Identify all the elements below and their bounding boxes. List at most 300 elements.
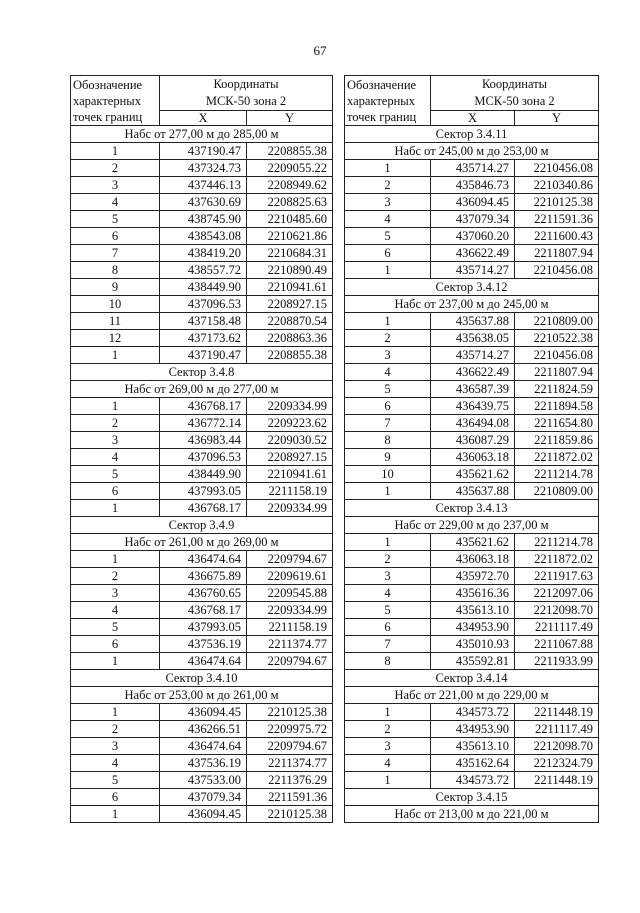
x-coordinate: 438449.90 [160, 279, 247, 296]
y-coordinate: 2211859.86 [515, 432, 599, 449]
section-title: Набс от 213,00 м до 221,00 м [345, 806, 599, 823]
y-coordinate: 2212098.70 [515, 738, 599, 755]
x-coordinate: 434953.90 [431, 721, 515, 738]
x-coordinate: 438745.90 [160, 211, 247, 228]
x-coordinate: 436474.64 [160, 738, 247, 755]
table-row [345, 721, 599, 738]
y-coordinate: 2210621.86 [247, 228, 333, 245]
y-coordinate: 2211917.63 [515, 568, 599, 585]
point-number: 6 [345, 619, 431, 636]
table-row [345, 772, 599, 789]
table-row [71, 585, 333, 602]
point-number: 8 [71, 262, 160, 279]
y-coordinate: 2211807.94 [515, 364, 599, 381]
point-number: 7 [345, 636, 431, 653]
table-row [71, 704, 333, 721]
y-coordinate: 2209794.67 [247, 551, 333, 568]
point-number: 4 [345, 585, 431, 602]
point-number: 3 [71, 432, 160, 449]
table-row [71, 245, 333, 262]
point-number: 2 [345, 721, 431, 738]
x-coordinate: 436094.45 [431, 194, 515, 211]
x-coordinate: 435637.88 [431, 483, 515, 500]
point-number: 3 [345, 568, 431, 585]
y-coordinate: 2211591.36 [515, 211, 599, 228]
point-number: 11 [71, 313, 160, 330]
section-title-row [71, 517, 333, 534]
table-row [345, 449, 599, 466]
section-title-row [345, 687, 599, 704]
x-coordinate: 436768.17 [160, 398, 247, 415]
table-row [71, 636, 333, 653]
x-coordinate: 437630.69 [160, 194, 247, 211]
table-row [71, 194, 333, 211]
table-row [345, 330, 599, 347]
x-coordinate: 436768.17 [160, 602, 247, 619]
x-coordinate: 436063.18 [431, 449, 515, 466]
x-coordinate: 435972.70 [431, 568, 515, 585]
y-coordinate: 2208927.15 [247, 296, 333, 313]
y-coordinate: 2209055.22 [247, 160, 333, 177]
table-row [345, 211, 599, 228]
y-coordinate: 2209619.61 [247, 568, 333, 585]
y-coordinate: 2208855.38 [247, 143, 333, 160]
point-number: 10 [345, 466, 431, 483]
table-row [345, 194, 599, 211]
table-row [345, 415, 599, 432]
table-row [345, 347, 599, 364]
point-number: 3 [71, 738, 160, 755]
table-row [71, 789, 333, 806]
point-number: 1 [345, 704, 431, 721]
point-number: 5 [345, 228, 431, 245]
x-coordinate: 435714.27 [431, 160, 515, 177]
y-coordinate: 2211376.29 [247, 772, 333, 789]
table-row [345, 585, 599, 602]
point-number: 4 [71, 449, 160, 466]
section-title: Набс от 237,00 м до 245,00 м [345, 296, 599, 313]
point-number: 1 [345, 313, 431, 330]
x-coordinate: 435638.05 [431, 330, 515, 347]
x-coordinate: 437190.47 [160, 347, 247, 364]
point-number: 4 [345, 364, 431, 381]
x-coordinate: 436474.64 [160, 653, 247, 670]
x-coordinate: 435613.10 [431, 738, 515, 755]
section-title-row [345, 517, 599, 534]
y-coordinate: 2210941.61 [247, 279, 333, 296]
point-number: 1 [71, 143, 160, 160]
y-coordinate: 2210456.08 [515, 160, 599, 177]
point-number: 3 [345, 347, 431, 364]
x-coordinate: 438419.20 [160, 245, 247, 262]
x-coordinate: 434573.72 [431, 704, 515, 721]
table-row [71, 721, 333, 738]
y-coordinate: 2211158.19 [247, 483, 333, 500]
y-coordinate: 2208863.36 [247, 330, 333, 347]
table-row [71, 755, 333, 772]
table-row [345, 466, 599, 483]
y-coordinate: 2210456.08 [515, 262, 599, 279]
y-coordinate: 2211067.88 [515, 636, 599, 653]
point-number: 8 [345, 432, 431, 449]
point-number: 7 [345, 415, 431, 432]
table-row [71, 738, 333, 755]
point-number: 9 [345, 449, 431, 466]
section-title-row [345, 500, 599, 517]
y-coordinate: 2212324.79 [515, 755, 599, 772]
x-coordinate: 437446.13 [160, 177, 247, 194]
x-coordinate: 436094.45 [160, 704, 247, 721]
point-number: 4 [71, 755, 160, 772]
point-number: 3 [345, 194, 431, 211]
point-number: 2 [71, 415, 160, 432]
section-title-row [71, 126, 333, 143]
y-coordinate: 2209334.99 [247, 398, 333, 415]
x-coordinate: 436087.29 [431, 432, 515, 449]
point-number: 5 [71, 772, 160, 789]
y-coordinate: 2208855.38 [247, 347, 333, 364]
point-number: 6 [345, 245, 431, 262]
table-right-header [345, 76, 599, 126]
section-title-row [345, 296, 599, 313]
point-number: 1 [345, 262, 431, 279]
section-title-row [71, 670, 333, 687]
y-coordinate: 2210684.31 [247, 245, 333, 262]
x-coordinate: 437079.34 [160, 789, 247, 806]
section-title: Набс от 221,00 м до 229,00 м [345, 687, 599, 704]
x-coordinate: 435714.27 [431, 262, 515, 279]
header-x: X [431, 111, 515, 126]
section-title-row [345, 789, 599, 806]
y-coordinate: 2211654.80 [515, 415, 599, 432]
section-title: Сектор 3.4.13 [345, 500, 599, 517]
y-coordinate: 2211824.59 [515, 381, 599, 398]
x-coordinate: 438449.90 [160, 466, 247, 483]
table-row [71, 313, 333, 330]
section-title-row [345, 279, 599, 296]
point-number: 6 [345, 398, 431, 415]
x-coordinate: 435010.93 [431, 636, 515, 653]
section-title: Сектор 3.4.9 [71, 517, 333, 534]
table-row [71, 347, 333, 364]
table-row [345, 262, 599, 279]
table-row [71, 330, 333, 347]
y-coordinate: 2211591.36 [247, 789, 333, 806]
header-points-designation: Обозначение характерных точек границ [71, 76, 160, 126]
table-row [345, 636, 599, 653]
header-y: Y [515, 111, 599, 126]
section-title: Сектор 3.4.15 [345, 789, 599, 806]
table-row [345, 381, 599, 398]
y-coordinate: 2211872.02 [515, 551, 599, 568]
y-coordinate: 2210125.38 [515, 194, 599, 211]
y-coordinate: 2209030.52 [247, 432, 333, 449]
y-coordinate: 2211600.43 [515, 228, 599, 245]
x-coordinate: 435637.88 [431, 313, 515, 330]
point-number: 5 [71, 466, 160, 483]
point-number: 6 [71, 636, 160, 653]
section-title-row [71, 534, 333, 551]
x-coordinate: 436772.14 [160, 415, 247, 432]
x-coordinate: 435621.62 [431, 534, 515, 551]
x-coordinate: 434573.72 [431, 772, 515, 789]
point-number: 1 [345, 772, 431, 789]
table-row [71, 551, 333, 568]
point-number: 4 [345, 755, 431, 772]
x-coordinate: 436266.51 [160, 721, 247, 738]
y-coordinate: 2211214.78 [515, 534, 599, 551]
table-row [345, 755, 599, 772]
x-coordinate: 435846.73 [431, 177, 515, 194]
y-coordinate: 2211117.49 [515, 721, 599, 738]
y-coordinate: 2211872.02 [515, 449, 599, 466]
x-coordinate: 436622.49 [431, 364, 515, 381]
point-number: 10 [71, 296, 160, 313]
x-coordinate: 436439.75 [431, 398, 515, 415]
table-row [345, 313, 599, 330]
table-row [345, 483, 599, 500]
table-row [71, 449, 333, 466]
x-coordinate: 437324.73 [160, 160, 247, 177]
y-coordinate: 2209545.88 [247, 585, 333, 602]
table-row [71, 262, 333, 279]
table-row [71, 228, 333, 245]
y-coordinate: 2211448.19 [515, 772, 599, 789]
table-row [71, 211, 333, 228]
y-coordinate: 2211933.99 [515, 653, 599, 670]
y-coordinate: 2211894.58 [515, 398, 599, 415]
table-row [71, 279, 333, 296]
x-coordinate: 436622.49 [431, 245, 515, 262]
x-coordinate: 438543.08 [160, 228, 247, 245]
x-coordinate: 436474.64 [160, 551, 247, 568]
table-row [345, 160, 599, 177]
x-coordinate: 436063.18 [431, 551, 515, 568]
y-coordinate: 2209975.72 [247, 721, 333, 738]
point-number: 2 [345, 330, 431, 347]
section-title: Набс от 245,00 м до 253,00 м [345, 143, 599, 160]
section-title-row [345, 126, 599, 143]
x-coordinate: 436760.65 [160, 585, 247, 602]
y-coordinate: 2210941.61 [247, 466, 333, 483]
point-number: 4 [345, 211, 431, 228]
table-row [345, 551, 599, 568]
header-coordinates: Координаты МСК-50 зона 2 [431, 76, 599, 111]
y-coordinate: 2212098.70 [515, 602, 599, 619]
section-title-row [345, 143, 599, 160]
table-row [345, 432, 599, 449]
point-number: 1 [71, 806, 160, 823]
y-coordinate: 2210890.49 [247, 262, 333, 279]
x-coordinate: 436983.44 [160, 432, 247, 449]
section-title-row [71, 381, 333, 398]
table-row [71, 143, 333, 160]
y-coordinate: 2209794.67 [247, 653, 333, 670]
point-number: 1 [71, 704, 160, 721]
coordinates-table-right [344, 75, 599, 823]
y-coordinate: 2211158.19 [247, 619, 333, 636]
x-coordinate: 437533.00 [160, 772, 247, 789]
x-coordinate: 435616.36 [431, 585, 515, 602]
point-number: 4 [71, 194, 160, 211]
x-coordinate: 437158.48 [160, 313, 247, 330]
y-coordinate: 2209794.67 [247, 738, 333, 755]
section-title: Сектор 3.4.11 [345, 126, 599, 143]
point-number: 6 [71, 228, 160, 245]
header-points-designation: Обозначение характерных точек границ [345, 76, 431, 126]
x-coordinate: 436768.17 [160, 500, 247, 517]
point-number: 5 [345, 602, 431, 619]
section-title-row [71, 687, 333, 704]
table-row [345, 228, 599, 245]
table-row [71, 772, 333, 789]
table-row [71, 466, 333, 483]
table-row [71, 177, 333, 194]
y-coordinate: 2211214.78 [515, 466, 599, 483]
table-row [71, 296, 333, 313]
point-number: 1 [71, 500, 160, 517]
y-coordinate: 2208949.62 [247, 177, 333, 194]
section-title: Набс от 253,00 м до 261,00 м [71, 687, 333, 704]
y-coordinate: 2210809.00 [515, 483, 599, 500]
section-title: Набс от 277,00 м до 285,00 м [71, 126, 333, 143]
y-coordinate: 2209223.62 [247, 415, 333, 432]
table-row [71, 500, 333, 517]
point-number: 2 [345, 177, 431, 194]
table-row [345, 738, 599, 755]
coordinates-table-left [70, 75, 333, 823]
section-title: Сектор 3.4.10 [71, 670, 333, 687]
y-coordinate: 2210125.38 [247, 704, 333, 721]
x-coordinate: 436494.08 [431, 415, 515, 432]
page-number: 67 [313, 43, 327, 58]
x-coordinate: 437993.05 [160, 483, 247, 500]
point-number: 5 [71, 619, 160, 636]
point-number: 6 [71, 483, 160, 500]
x-coordinate: 434953.90 [431, 619, 515, 636]
point-number: 5 [345, 381, 431, 398]
table-right-body [345, 126, 599, 823]
section-title: Набс от 269,00 м до 277,00 м [71, 381, 333, 398]
x-coordinate: 435162.64 [431, 755, 515, 772]
table-row [71, 619, 333, 636]
point-number: 1 [71, 398, 160, 415]
table-row [71, 415, 333, 432]
x-coordinate: 435613.10 [431, 602, 515, 619]
point-number: 1 [71, 347, 160, 364]
table-row [345, 619, 599, 636]
point-number: 2 [71, 568, 160, 585]
point-number: 12 [71, 330, 160, 347]
x-coordinate: 437536.19 [160, 636, 247, 653]
section-title-row [345, 806, 599, 823]
point-number: 1 [71, 551, 160, 568]
x-coordinate: 437096.53 [160, 449, 247, 466]
x-coordinate: 437173.62 [160, 330, 247, 347]
y-coordinate: 2210456.08 [515, 347, 599, 364]
section-title: Набс от 229,00 м до 237,00 м [345, 517, 599, 534]
y-coordinate: 2211807.94 [515, 245, 599, 262]
point-number: 4 [71, 602, 160, 619]
y-coordinate: 2211448.19 [515, 704, 599, 721]
table-row [345, 602, 599, 619]
table-row [345, 568, 599, 585]
y-coordinate: 2210522.38 [515, 330, 599, 347]
point-number: 2 [71, 721, 160, 738]
section-title-row [71, 364, 333, 381]
header-y: Y [247, 111, 333, 126]
table-row [71, 602, 333, 619]
table-row [71, 160, 333, 177]
table-row [345, 653, 599, 670]
table-row [71, 432, 333, 449]
y-coordinate: 2210485.60 [247, 211, 333, 228]
point-number: 6 [71, 789, 160, 806]
x-coordinate: 436587.39 [431, 381, 515, 398]
point-number: 5 [71, 211, 160, 228]
table-row [345, 245, 599, 262]
y-coordinate: 2212097.06 [515, 585, 599, 602]
section-title-row [345, 670, 599, 687]
point-number: 1 [71, 653, 160, 670]
point-number: 9 [71, 279, 160, 296]
table-row [345, 704, 599, 721]
header-coordinates: Координаты МСК-50 зона 2 [160, 76, 333, 111]
y-coordinate: 2208870.54 [247, 313, 333, 330]
section-title: Сектор 3.4.8 [71, 364, 333, 381]
table-row [71, 806, 333, 823]
point-number: 3 [71, 585, 160, 602]
table-row [71, 398, 333, 415]
y-coordinate: 2210125.38 [247, 806, 333, 823]
table-row [345, 398, 599, 415]
table-row [71, 568, 333, 585]
x-coordinate: 437993.05 [160, 619, 247, 636]
point-number: 2 [71, 160, 160, 177]
point-number: 1 [345, 483, 431, 500]
x-coordinate: 437060.20 [431, 228, 515, 245]
table-row [345, 364, 599, 381]
y-coordinate: 2208825.63 [247, 194, 333, 211]
table-row [345, 534, 599, 551]
point-number: 2 [345, 551, 431, 568]
point-number: 3 [345, 738, 431, 755]
point-number: 1 [345, 160, 431, 177]
x-coordinate: 435714.27 [431, 347, 515, 364]
x-coordinate: 437079.34 [431, 211, 515, 228]
section-title: Сектор 3.4.12 [345, 279, 599, 296]
point-number: 1 [345, 534, 431, 551]
point-number: 8 [345, 653, 431, 670]
header-x: X [160, 111, 247, 126]
y-coordinate: 2210340.86 [515, 177, 599, 194]
x-coordinate: 437096.53 [160, 296, 247, 313]
table-left-body [71, 126, 333, 823]
table-left-header [71, 76, 333, 126]
table-row [71, 653, 333, 670]
y-coordinate: 2211117.49 [515, 619, 599, 636]
x-coordinate: 435621.62 [431, 466, 515, 483]
y-coordinate: 2209334.99 [247, 500, 333, 517]
x-coordinate: 437536.19 [160, 755, 247, 772]
x-coordinate: 436094.45 [160, 806, 247, 823]
x-coordinate: 438557.72 [160, 262, 247, 279]
section-title: Набс от 261,00 м до 269,00 м [71, 534, 333, 551]
y-coordinate: 2208927.15 [247, 449, 333, 466]
y-coordinate: 2211374.77 [247, 636, 333, 653]
x-coordinate: 435592.81 [431, 653, 515, 670]
point-number: 7 [71, 245, 160, 262]
